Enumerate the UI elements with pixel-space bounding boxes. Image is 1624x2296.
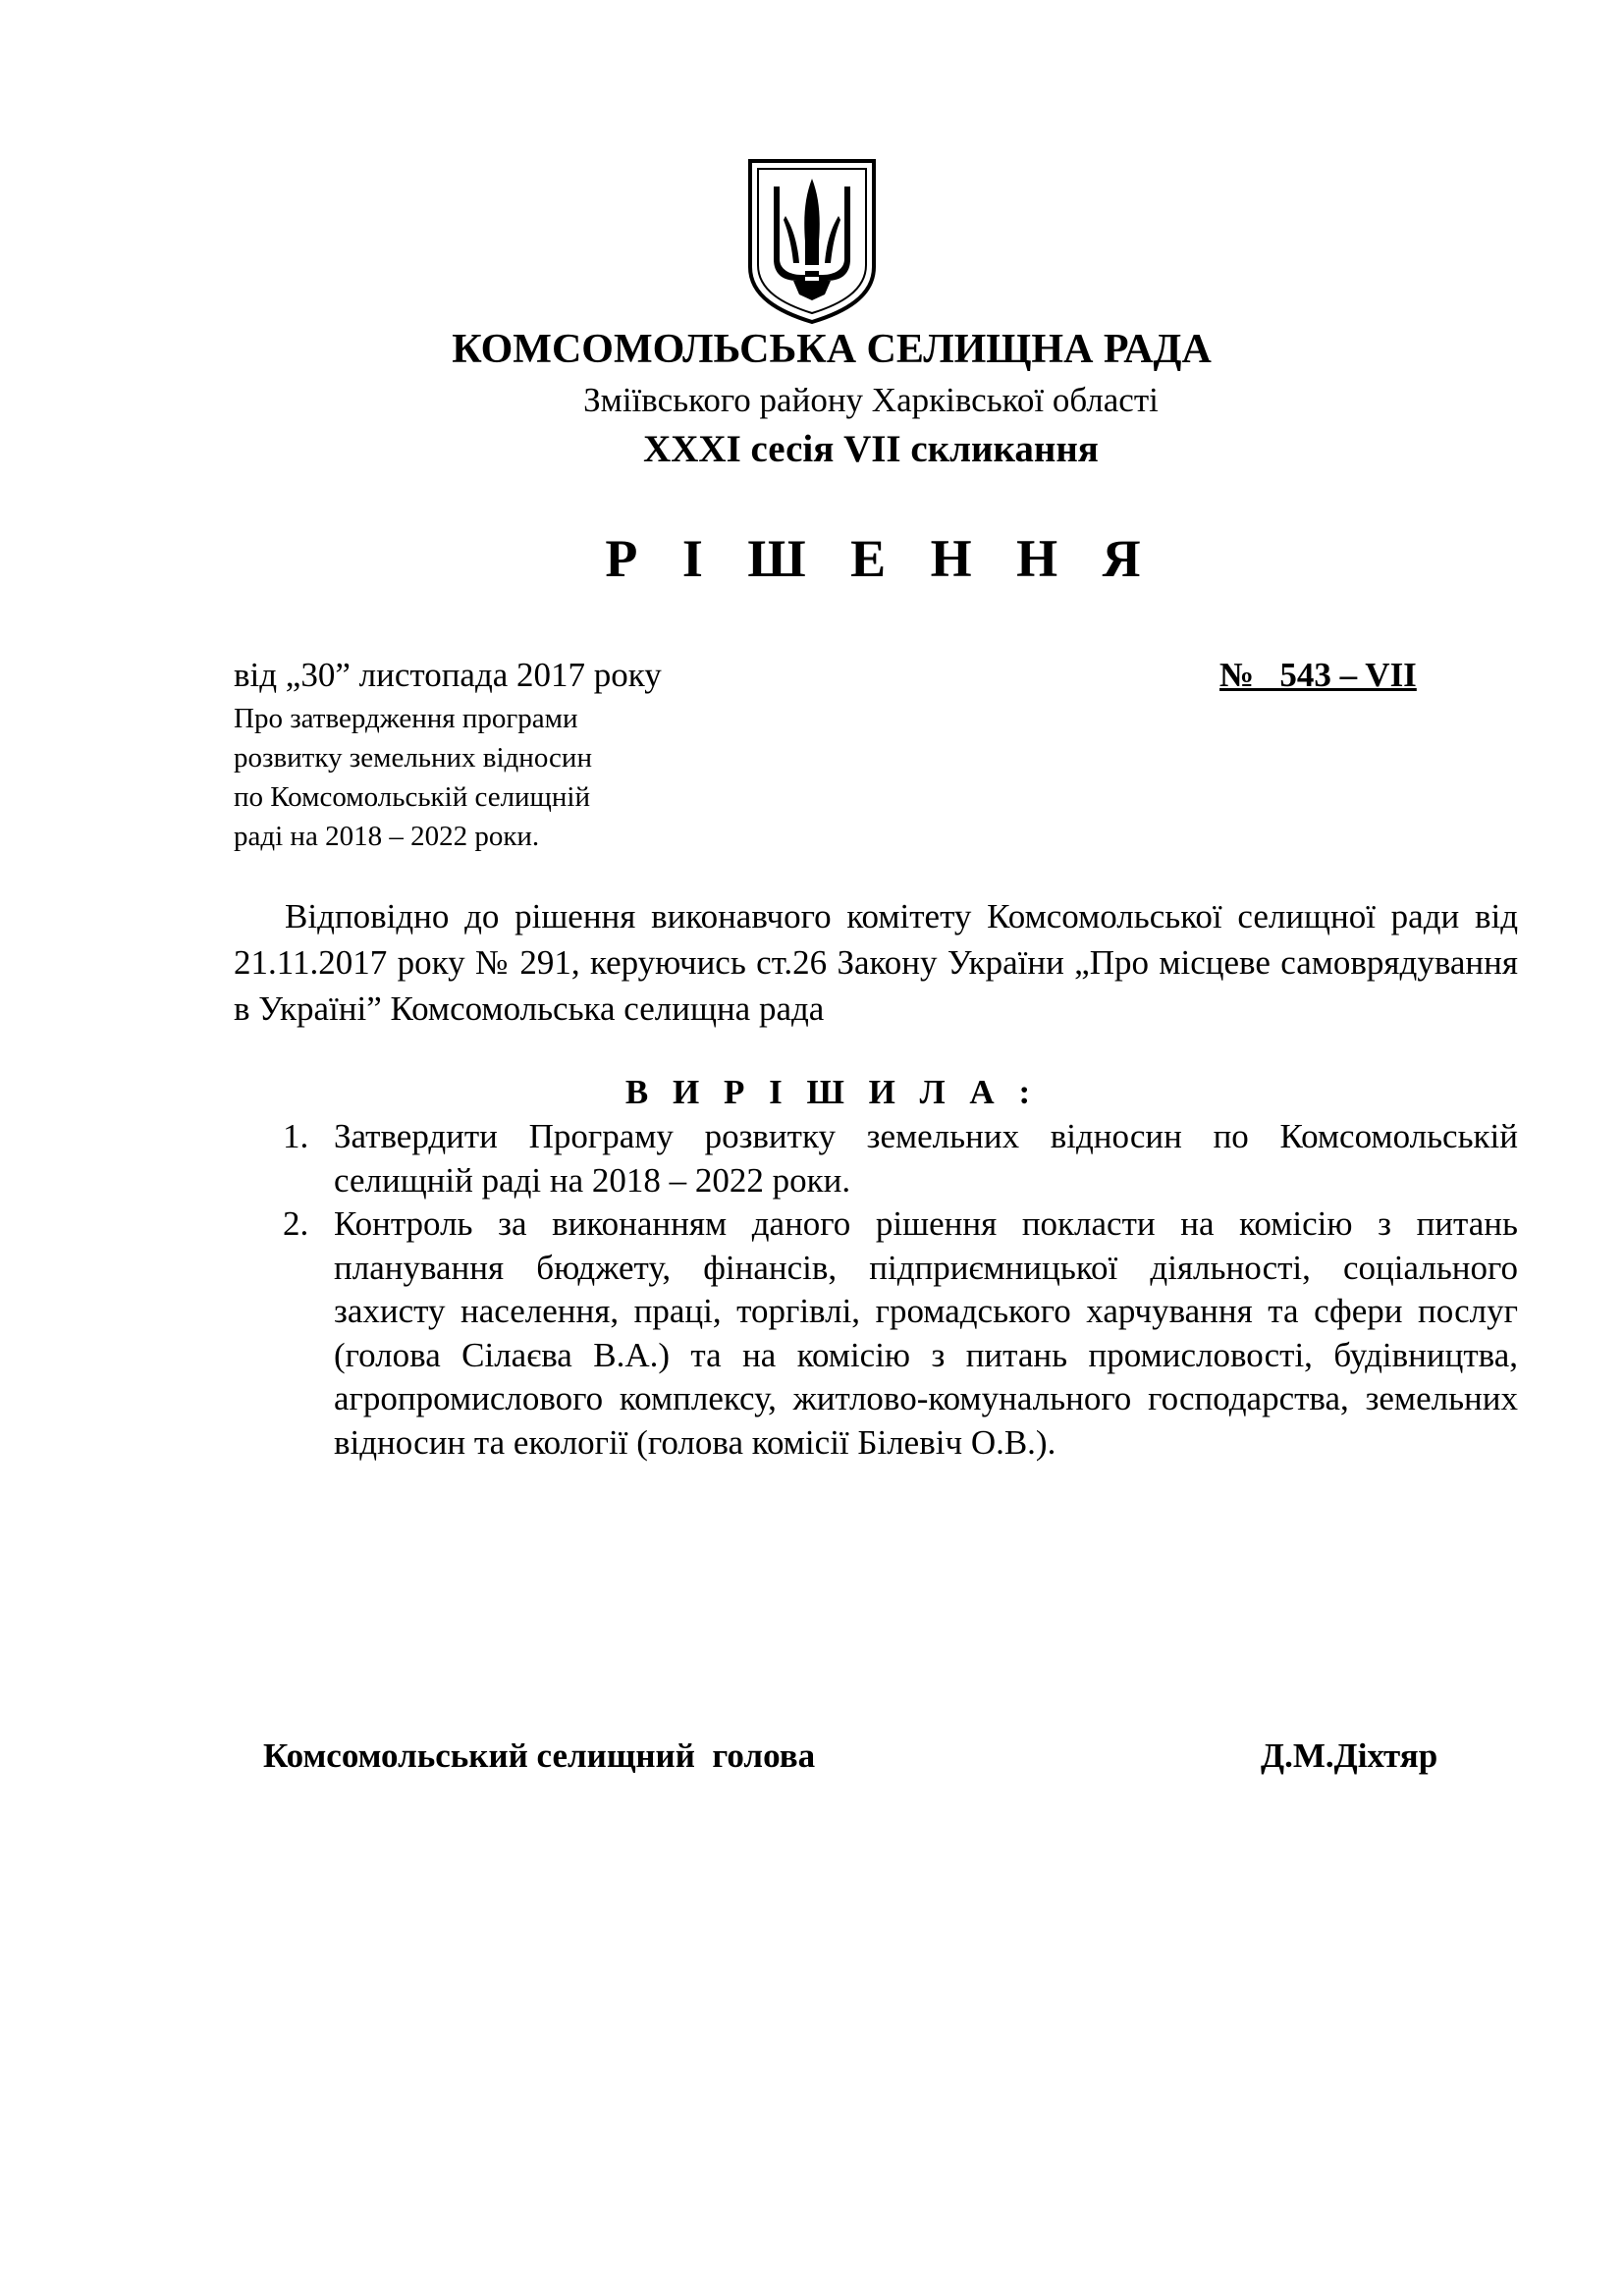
item-text: Затвердити Програму розвитку земельних відносин по Комсомольській селищній раді на 2018 – 2022 роки.: [334, 1117, 1518, 1200]
document-subject: [234, 699, 744, 856]
council-name: КОМСОМОЛЬСЬКА СЕЛИЩНА РАДА: [452, 327, 1212, 372]
resolution-item: [283, 1202, 1518, 1465]
signature-name: Д.М.Діхтяр: [1261, 1736, 1438, 1775]
preamble-paragraph: Відповідно до рішення виконавчого комітету Комсомольської селищної ради від 21.11.2017 року № 291, керуючись ст.26 Закону України „Про місцеве самоврядування в Україні” Комсомольська селищна рада: [234, 897, 1518, 1028]
item-number: 2.: [283, 1204, 309, 1243]
item-text: Контроль за виконанням даного рішення покласти на комісію з питань планування бюджету, фінансів, підприємницької діяльності, соціального захисту населення, праці, торгівлі, громадського харчування та сфери послуг (голова Сілаєва В.А.) та на комісію з питань промисловості, будівництва, агропромислового комплексу, житлово-комунального господарства, земельних відносин та екології (голова комісії Білевіч О.В.).: [334, 1204, 1518, 1462]
subject-line: Про затвердження програми: [234, 703, 578, 734]
council-session: XXXI сесія VII скликання: [643, 428, 1099, 470]
document-number: № 543 – VII: [1219, 656, 1417, 694]
trident-coat-of-arms-icon: [746, 157, 878, 324]
document-date: від „30” листопада 2017 року: [234, 656, 662, 694]
subject-line: раді на 2018 – 2022 роки.: [234, 821, 540, 852]
resolved-heading: В И Р І Ш И Л А :: [624, 1073, 1039, 1111]
signature-title: Комсомольський селищний голова: [263, 1736, 816, 1775]
subject-line: по Комсомольській селищній: [234, 781, 590, 813]
subject-line: розвитку земельних відносин: [234, 742, 592, 774]
council-district: Зміївського району Харківської області: [583, 381, 1159, 419]
resolution-item: [283, 1115, 1518, 1202]
item-number: 1.: [283, 1117, 309, 1155]
document-type-heading: Р І Ш Е Н Н Я: [605, 529, 1157, 588]
resolution-items: [283, 1115, 1518, 1465]
